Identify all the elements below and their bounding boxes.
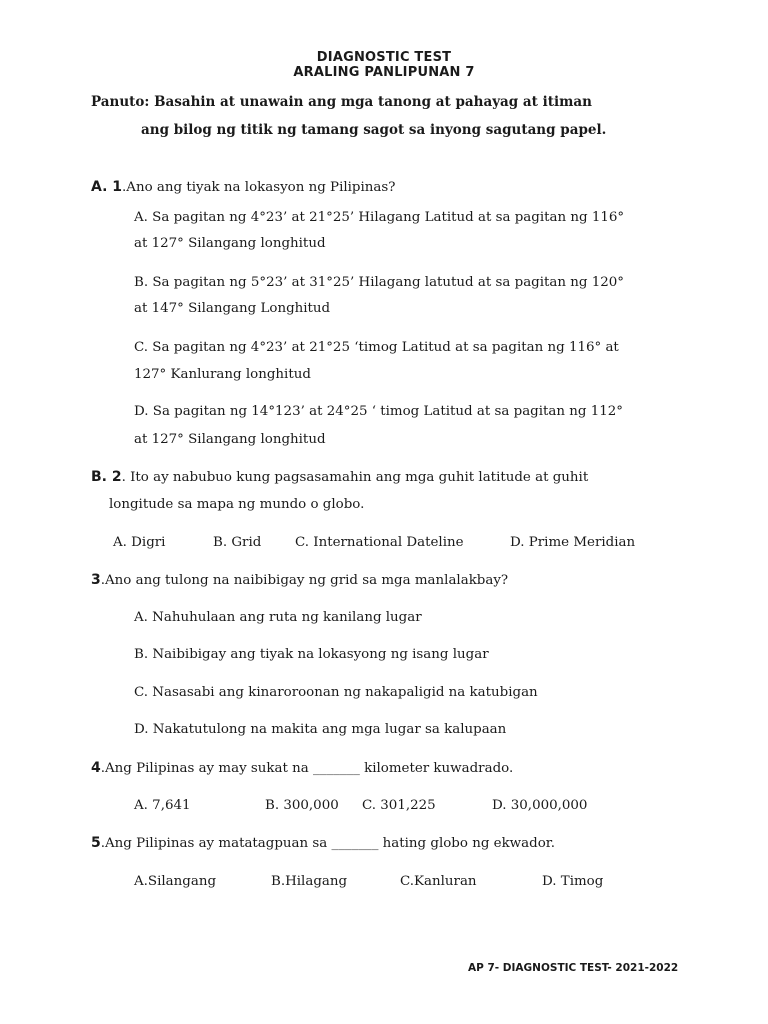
option-3c: C. Nasasabi ang kinaroroonan ng nakapaligid na katubigan bbox=[134, 685, 538, 700]
question-number: 5 bbox=[91, 835, 101, 851]
question-5 bbox=[91, 835, 555, 851]
option-5b: B.Hilagang bbox=[271, 874, 348, 889]
option-1b-line-2: at 147° Silangang Longhitud bbox=[134, 301, 331, 316]
question-2 bbox=[91, 469, 588, 485]
option-1c-line-2: 127° Kanlurang longhitud bbox=[134, 367, 311, 382]
option-4a: A. 7,641 bbox=[134, 798, 191, 813]
question-1 bbox=[91, 179, 395, 195]
option-5d: D. Timog bbox=[542, 874, 604, 889]
option-2b: B. Grid bbox=[213, 535, 262, 550]
question-text: . Ito ay nabubuo kung pagsasamahin ang mga guhit latitude at guhit bbox=[121, 470, 589, 485]
question-text: .Ano ang tulong na naibibigay ng grid sa mga manlalakbay? bbox=[100, 573, 509, 588]
test-title: DIAGNOSTIC TEST bbox=[316, 50, 452, 65]
option-1d-line-1: D. Sa pagitan ng 14°123’ at 24°25 ‘ timog Latitud at sa pagitan ng 112° bbox=[134, 404, 623, 419]
question-text: .Ano ang tiyak na lokasyon ng Pilipinas? bbox=[122, 180, 396, 195]
instructions-line-2: ang bilog ng titik ng tamang sagot sa inyong sagutang papel. bbox=[141, 122, 607, 138]
option-2c: C. International Dateline bbox=[295, 535, 464, 550]
option-1b-line-1: B. Sa pagitan ng 5°23’ at 31°25’ Hilagang latutud at sa pagitan ng 120° bbox=[134, 275, 624, 290]
question-number: 3 bbox=[91, 572, 101, 588]
question-number: A. 1 bbox=[91, 179, 123, 195]
option-1a-line-1: A. Sa pagitan ng 4°23’ at 21°25’ Hilagang Latitud at sa pagitan ng 116° bbox=[134, 210, 625, 225]
option-3a: A. Nahuhulaan ang ruta ng kanilang lugar bbox=[134, 610, 422, 625]
option-1a-line-2: at 127° Silangang longhitud bbox=[134, 236, 326, 251]
option-2a: A. Digri bbox=[113, 535, 166, 550]
question-number: B. 2 bbox=[91, 469, 122, 485]
page-footer: AP 7- DIAGNOSTIC TEST- 2021-2022 bbox=[468, 962, 679, 974]
question-text: .Ang Pilipinas ay may sukat na _______ kilometer kuwadrado. bbox=[100, 761, 514, 776]
subject-title: ARALING PANLIPUNAN 7 bbox=[293, 65, 475, 80]
option-4d: D. 30,000,000 bbox=[492, 798, 588, 813]
question-number: 4 bbox=[91, 760, 101, 776]
option-2d: D. Prime Meridian bbox=[510, 535, 636, 550]
question-4 bbox=[91, 760, 513, 776]
question-2-line-2: longitude sa mapa ng mundo o globo. bbox=[109, 497, 365, 512]
option-3b: B. Naibibigay ang tiyak na lokasyong ng isang lugar bbox=[134, 647, 489, 662]
question-3 bbox=[91, 572, 508, 588]
option-4b: B. 300,000 bbox=[265, 798, 339, 813]
question-text: .Ang Pilipinas ay matatagpuan sa _______ hating globo ng ekwador. bbox=[100, 836, 555, 851]
option-5a: A.Silangang bbox=[134, 874, 217, 889]
option-1c-line-1: C. Sa pagitan ng 4°23’ at 21°25 ‘timog Latitud at sa pagitan ng 116° at bbox=[134, 340, 619, 355]
option-5c: C.Kanluran bbox=[400, 874, 477, 889]
option-4c: C. 301,225 bbox=[362, 798, 436, 813]
instructions-line-1: Panuto: Basahin at unawain ang mga tanong at pahayag at itiman bbox=[91, 94, 592, 110]
option-3d: D. Nakatutulong na makita ang mga lugar sa kalupaan bbox=[134, 722, 507, 737]
option-1d-line-2: at 127° Silangang longhitud bbox=[134, 432, 326, 447]
